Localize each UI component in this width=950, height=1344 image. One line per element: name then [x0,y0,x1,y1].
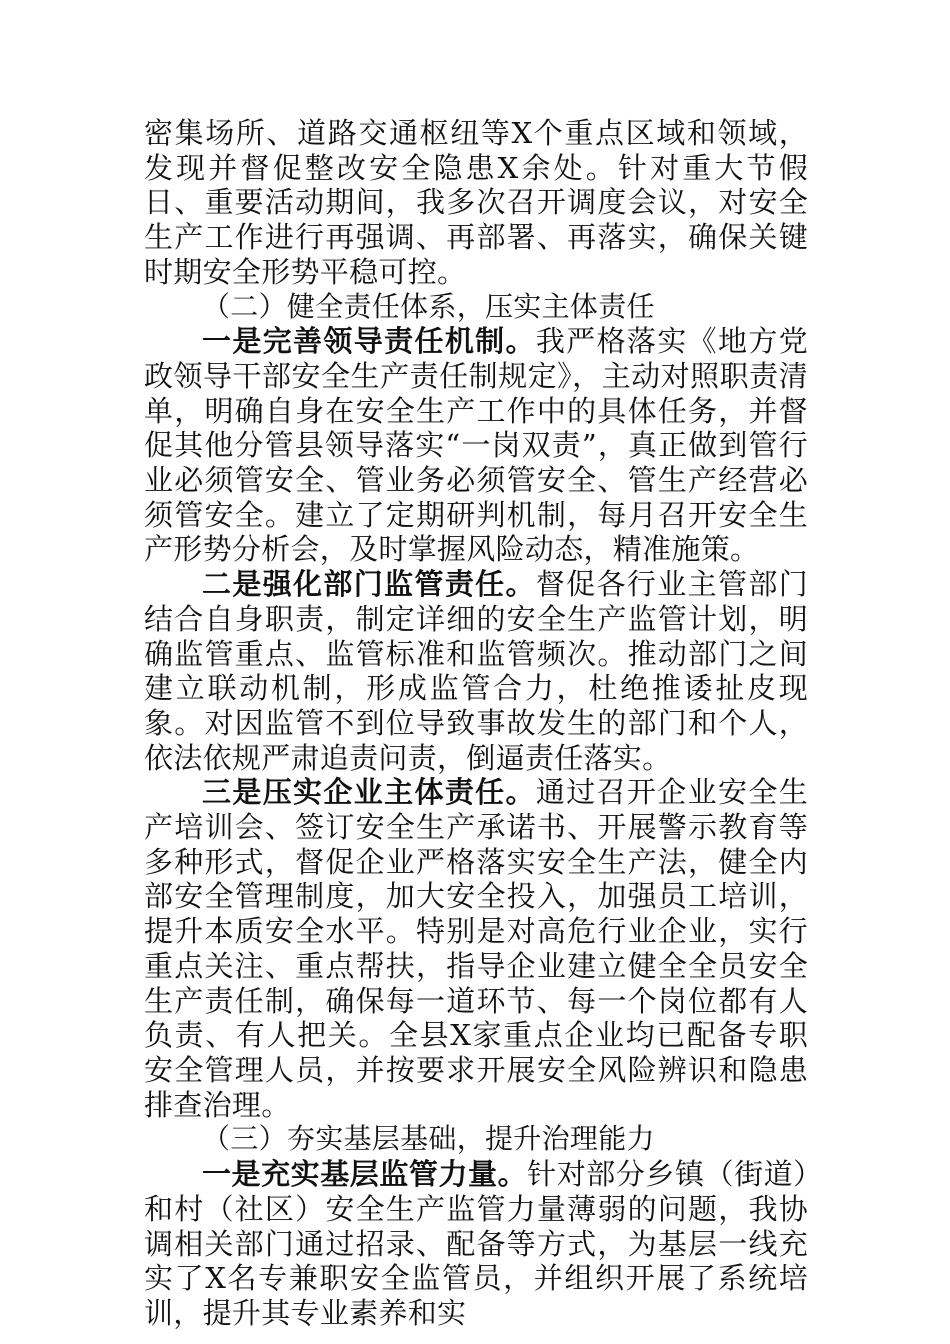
document-body [144,116,808,1331]
paragraph-enterprise-responsibility [144,775,808,1122]
paragraph-lead: 一是充实基层监管力量。 [202,1157,528,1192]
paragraph-lead: 二是强化部门监管责任。 [202,567,536,602]
paragraph-lead: 三是压实企业主体责任。 [202,775,536,810]
paragraph-text: 督促各行业主管部门结合自身职责，制定详细的安全生产监管计划，明确监管重点、监管标准和监管频次。推动部门之间建立联动机制，形成监管合力，杜绝推诿扯皮现象。对因监管不到位导致事故发生的部门和个人，依法依规严肃追责问责，倒逼责任落实。 [144,567,808,775]
paragraph-lead: 一是完善领导责任机制。 [202,324,536,359]
paragraph-continued [144,116,808,290]
section-heading-3: （三）夯实基层基础，提升治理能力 [202,1122,655,1156]
paragraph-leadership-responsibility [144,324,808,567]
paragraph-grassroots-strength [144,1157,808,1331]
paragraph-text: 我严格落实《地方党政领导干部安全生产责任制规定》，主动对照职责清单，明确自身在安全生产工作中的具体任务，并督促其他分管县领导落实“一岗双责”，真正做到管行业必须管安全、管业务必须管安全、管生产经营必须管安全。建立了定期研判机制，每月召开安全生产形势分析会，及时掌握风险动态，精准施策。 [144,324,808,567]
paragraph-text: 密集场所、道路交通枢纽等X个重点区域和领域，发现并督促整改安全隐患X余处。针对重大节假日、重要活动期间，我多次召开调度会议，对安全生产工作进行再强调、再部署、再落实，确保关键时期安全形势平稳可控。 [144,116,808,289]
paragraph-department-supervision [144,567,808,775]
paragraph-text: 通过召开企业安全生产培训会、签订安全生产承诺书、开展警示教育等多种形式，督促企业严格落实安全生产法，健全内部安全管理制度，加大安全投入，加强员工培训，提升本质安全水平。特别是对高危行业企业，实行重点关注、重点帮扶，指导企业建立健全全员安全生产责任制，确保每一道环节、每一个岗位都有人负责、有人把关。全县X家重点企业均已配备专职安全管理人员，并按要求开展安全风险辨识和隐患排查治理。 [144,775,808,1122]
paragraph-text: 针对部分乡镇（街道）和村（社区）安全生产监管力量薄弱的问题，我协调相关部门通过招录、配备等方式，为基层一线充实了X名专兼职安全监管员，并组织开展了系统培训，提升其专业素养和实 [144,1157,808,1330]
section-heading-2: （二）健全责任体系，压实主体责任 [202,289,655,323]
